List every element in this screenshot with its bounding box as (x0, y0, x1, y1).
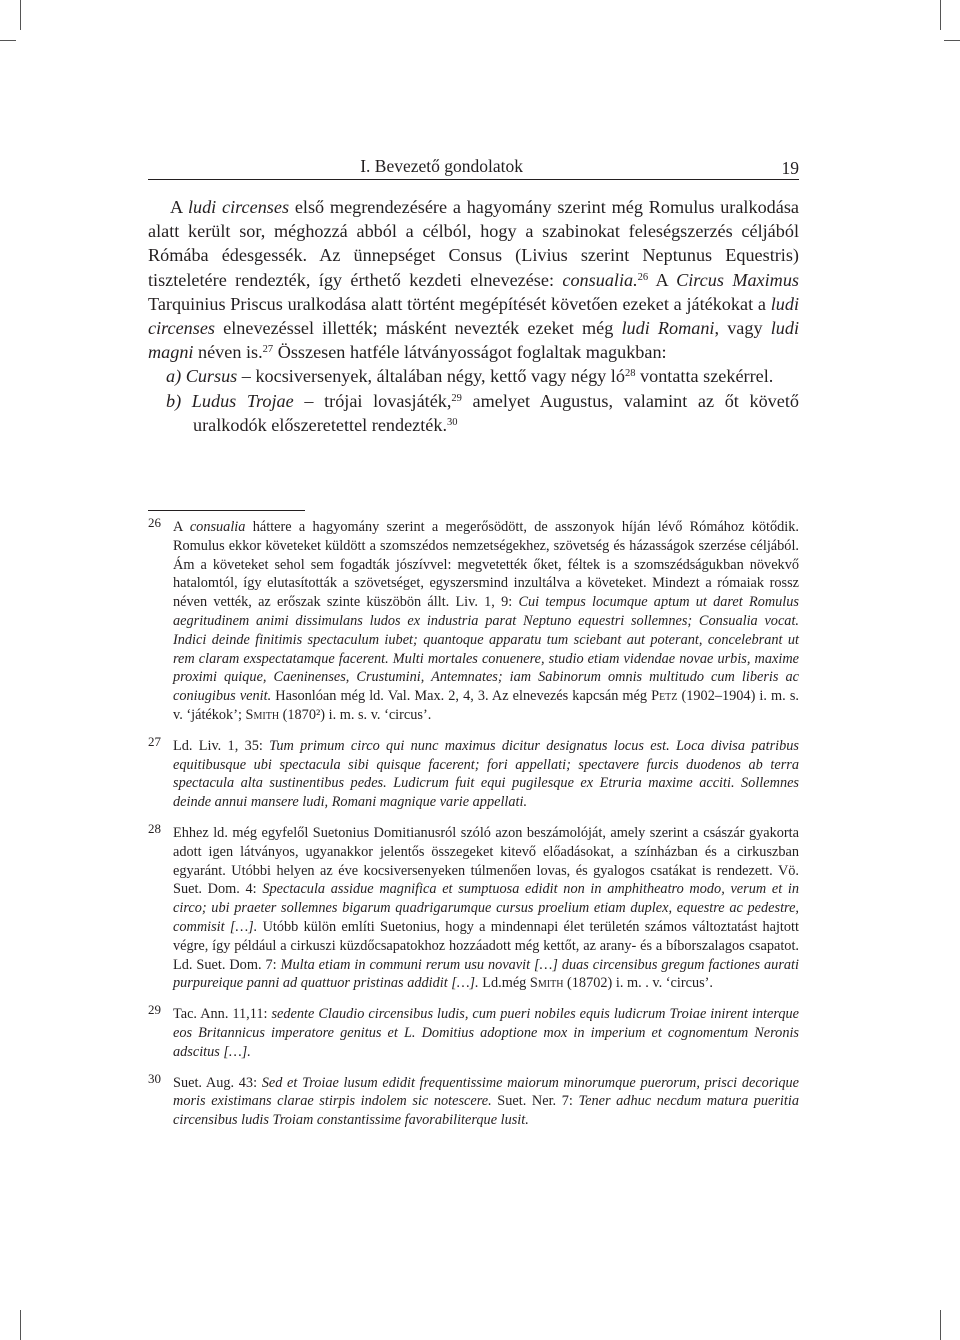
text-run: háttere a hagyomány szerint a megerősödött, de asszonyok híján lévő Rómához kötődik. Romulus ekkor követeket küldött a szomszédos nemzetségekhez, szövetség és házasságok szerzése céljából. Ám a követeket sehol sem fogadták jószívvel: megvetették őket, féltek is a szomszédságukban növekvő hatalomtól, így elutasították a szövetséget, egyszersmind inzultálva a követeket. Mindezt a rómaiak rossz néven vették, az erőszak szinte küszöbön állt. Liv. 1, 9: (173, 519, 799, 611)
paragraph (148, 195, 799, 364)
text-run: , vagy (714, 318, 771, 339)
text-run: A (648, 269, 677, 290)
list-item-label: b) Ludus Trojae (166, 390, 294, 411)
running-head (148, 156, 799, 177)
latin-quote: sedente Claudio circensibus ludis, cum pueri nobiles equis ludicrum Troiae inirent interque eos Britannicus imperatore genitus et L. Domitius adoptione mox in imperium et cognomentum Neronis adscitus […]. (173, 1006, 799, 1060)
text-run: Suet. Ner. 7: (491, 1093, 579, 1110)
footnote-28 (148, 820, 799, 993)
main-text (148, 195, 799, 437)
text-run: amelyet Augustus, valamint az őt követő uralkodók előszeretettel rendezték. (193, 390, 799, 435)
text-run: néven is. (193, 342, 263, 363)
footnote-29 (148, 1002, 799, 1061)
footnote-number: 28 (148, 820, 161, 836)
crop-mark-top-left-h (0, 40, 16, 41)
text-run: első megrendezésére a hagyomány szerint még Romulus uralkodása alatt került sor, méghozzá abból a célból, hogy a szabinokat feleségszerzés céljából Rómába édesgessék. Az ünnepséget Consus (Livius szerint Neptunus Equestris) tiszteletére rendezték, így érthető kezdeti elnevezése: (148, 197, 799, 290)
crop-mark-bottom-right-v (940, 1310, 941, 1340)
footnote-number: 29 (148, 1002, 161, 1018)
footnote-rule (148, 510, 305, 511)
header-rule (148, 179, 799, 180)
author-name: Smith (245, 706, 280, 723)
latin-quote: Spectacula assidue magnifica et sumptuosa edidit non in amphitheatro modo, verum et in circo; ubi praeter sollemnes bigarum quadrigarumque cursus proelium etiam duplex, equestre ac pedestre, commisit […]. (173, 881, 799, 935)
italic-term: ludi magni (148, 318, 799, 363)
footnote-30 (148, 1070, 799, 1130)
text-run: A (170, 197, 188, 217)
footnote-ref[interactable]: 29 (451, 392, 462, 404)
text-run: (18702) i. m. . v. ‘circus’. (563, 975, 713, 992)
text-run: A (173, 519, 190, 535)
text-run: (1902–1904) i. m. s. v. ‘játékok’; (173, 688, 799, 723)
crop-mark-top-left-v (20, 0, 21, 30)
footnote-27 (148, 733, 799, 812)
crop-mark-top-right-h (944, 40, 960, 41)
author-name: Petz (651, 688, 678, 705)
text-run: Ld. Liv. 1, 35: (173, 737, 270, 754)
list-item-label: a) Cursus (166, 366, 238, 387)
latin-quote: Cui tempus locumque aptum ut daret Romulus aegritudinem animi dissimulans ludos ex industria parat Neptuno equestri sollemnes; Consualia vocat. Indici deinde finitimis spectaculum iubet; quantoque apparatu tum sciebant aut poterant, concelebrant ut rem claram exspectatamque facerent. Multi mortales conuenere, studio etiam videndae novae urbis, maxime proximi quique, Caeninenses, Crustumini, Antemnates; iam Sabinorum omnis multitudo cum liberis ac coniugibus venit. (173, 594, 799, 705)
latin-quote: Tum primum circo qui nunc maximus dicitur designatus locus est. Loca divisa patribus equitibusque ubi spectacula sibi quisque facerent; fori appellati; spectavere furcis duodenos ab terra spectacula alta sustinentibus pedes. Ludicrum fuit equi pugilesque ex Etruria maxime acciti. Sollemnes deinde annui mansere ludi, Romani magnique varie appellati. (173, 737, 799, 811)
footnote-number: 27 (148, 733, 161, 749)
crop-mark-top-right-v (940, 0, 941, 30)
text-run: Tac. Ann. 11,11: (173, 1006, 272, 1023)
text-run: elnevezéssel illették; másként nevezték ezeket még (215, 318, 622, 339)
italic-term: consualia (189, 519, 246, 535)
footnote-number: 30 (148, 1070, 161, 1086)
text-run: Ehhez ld. még egyfelől Suetonius Domitianusról szóló azon beszámolóját, amely szerint a császár gyakorta adott igen látványos, ugyanakkor jelentős összegeket kitevő előadásokat, a színházban és a cirkuszban egyaránt. Utóbbi helyen az éve kocsiversenyeken túlmenően lovas, és gyalogos csatákat is rendezett. Vö. Suet. Dom. 4: (173, 824, 799, 898)
text-run: vontatta szekérrel. (635, 366, 774, 387)
text-run: Összesen hatféle látványosságot foglaltak magukban: (273, 342, 667, 363)
text-run: Utóbb külön említi Suetonius, hogy a mindennapi élet területén számos változtatást hajtott végre, így például a cirkuszi küzdőcsapatokhoz hozzáadott még kettőt, az arany- és a bíborszalagos csapatot. Ld. Suet. Dom. 7: (173, 918, 799, 973)
footnote-ref[interactable]: 27 (262, 344, 274, 356)
latin-quote: Tener adhuc necdum matura pueritia circensibus ludis Troiam constantissime favorabiliterque lusit. (173, 1093, 799, 1129)
footnote-ref[interactable]: 30 (447, 417, 458, 429)
latin-quote: Multa etiam in communi rerum usu novavit […] duas circensibus gregum factiones aurati purpureique panni ad quattuor pristinas addidit […]. (173, 956, 799, 992)
section-title: I. Bevezető gondolatok (360, 156, 523, 176)
text-run: Ld.még (478, 975, 530, 992)
list-item (148, 389, 799, 437)
italic-term: Circus Maximus (676, 269, 799, 290)
footnote-26 (148, 515, 799, 725)
author-name: Smith (529, 975, 564, 992)
crop-mark-bottom-left-v (20, 1310, 21, 1340)
footnote-ref[interactable]: 28 (624, 368, 636, 380)
italic-term: ludi Romani (621, 318, 715, 339)
list-item (148, 364, 799, 388)
page-number: 19 (781, 158, 799, 178)
italic-term: ludi circenses (187, 197, 290, 217)
text-run: Suet. Aug. 43: (173, 1074, 262, 1091)
text-run: – kocsiversenyek, általában négy, kettő vagy négy ló (237, 366, 625, 387)
italic-term: ludi circenses (148, 293, 799, 339)
footnote-ref[interactable]: 26 (637, 271, 649, 283)
text-run: – trójai lovasjáték, (293, 390, 452, 411)
italic-term: consualia. (562, 269, 638, 290)
text-run: (1870²) i. m. s. v. ‘circus’. (279, 706, 432, 723)
text-run: Hasonlóan még ld. Val. Max. 2, 4, 3. Az elnevezés kapcsán még (271, 688, 652, 705)
latin-quote: Sed et Troiae lusum edidit frequentissime maiorum minorumque puerorum, prisci decorique moris existimans clarae stirpis indolem sic notescere. (173, 1074, 799, 1110)
text-run: Tarquinius Priscus uralkodása alatt történt megépítését követően ezeket a játékokat a (148, 293, 771, 314)
footnote-number: 26 (148, 515, 161, 530)
footnotes (148, 515, 799, 1142)
